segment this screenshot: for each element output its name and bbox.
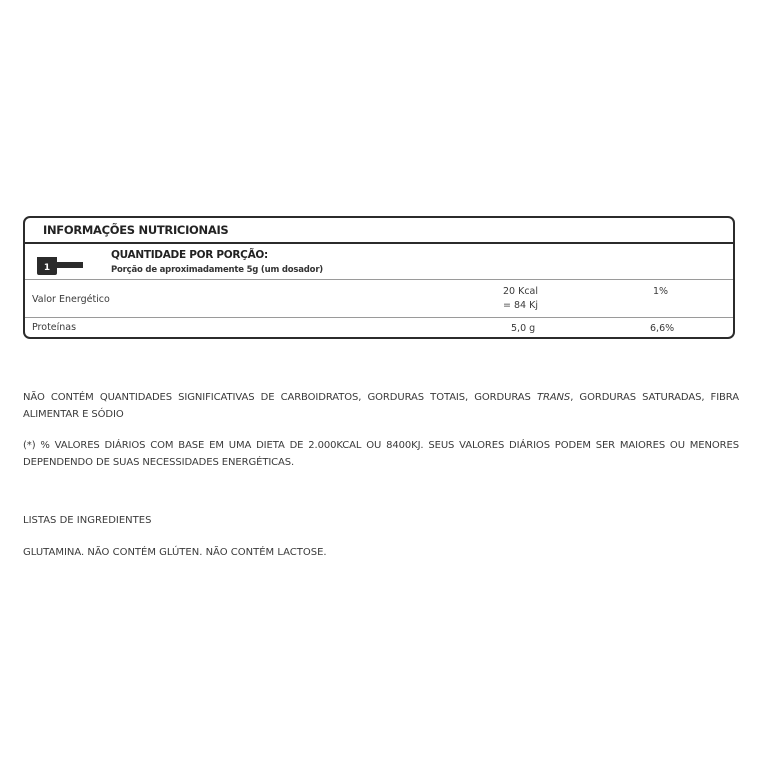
measuring-scoop-icon (37, 255, 83, 275)
protein-label: Proteínas (32, 322, 77, 333)
energy-label: Valor Energético (32, 294, 110, 305)
portion-divider (25, 279, 733, 280)
daily-values-note (23, 437, 739, 471)
energy-kj: = 84 Kj (503, 300, 538, 311)
protein-amount: 5,0 g (511, 323, 536, 334)
portion-heading: QUANTIDADE POR PORÇÃO: (111, 249, 268, 261)
title-divider (25, 242, 733, 244)
nutrition-facts-table (23, 216, 735, 339)
ingredients-text: GLUTAMINA. NÃO CONTÉM GLÚTEN. NÃO CONTÉM LACTOSE. (23, 547, 327, 558)
daily-values-line-1: (*) % VALORES DIÁRIOS COM BASE EM UMA DIETA DE 2.000KCAL OU 8400KJ. SEUS VALORES DIÁRIOS PODEM SER MAIORES OU MENORES (23, 440, 739, 451)
not-significant-note (23, 389, 739, 423)
scoop-number: 1 (43, 263, 51, 273)
protein-daily-value: 6,6% (650, 323, 675, 334)
nutrition-table-title: INFORMAÇÕES NUTRICIONAIS (43, 223, 229, 237)
row-divider (25, 317, 733, 318)
portion-description: Porção de aproximadamente 5g (um dosador) (111, 265, 323, 275)
not-significant-line-1: NÃO CONTÉM QUANTIDADES SIGNIFICATIVAS DE CARBOIDRATOS, GORDURAS TOTAIS, GORDURAS TRANS, GORDURAS SATURADAS, FIBRA (23, 392, 739, 403)
not-significant-line-2: ALIMENTAR E SÓDIO (23, 409, 124, 420)
daily-values-line-2: DEPENDENDO DE SUAS NECESSIDADES ENERGÉTICAS. (23, 457, 295, 468)
energy-daily-value: 1% (653, 286, 669, 297)
trans-italic: TRANS (536, 392, 571, 403)
ingredients-heading: LISTAS DE INGREDIENTES (23, 515, 152, 526)
energy-kcal: 20 Kcal (503, 286, 539, 297)
